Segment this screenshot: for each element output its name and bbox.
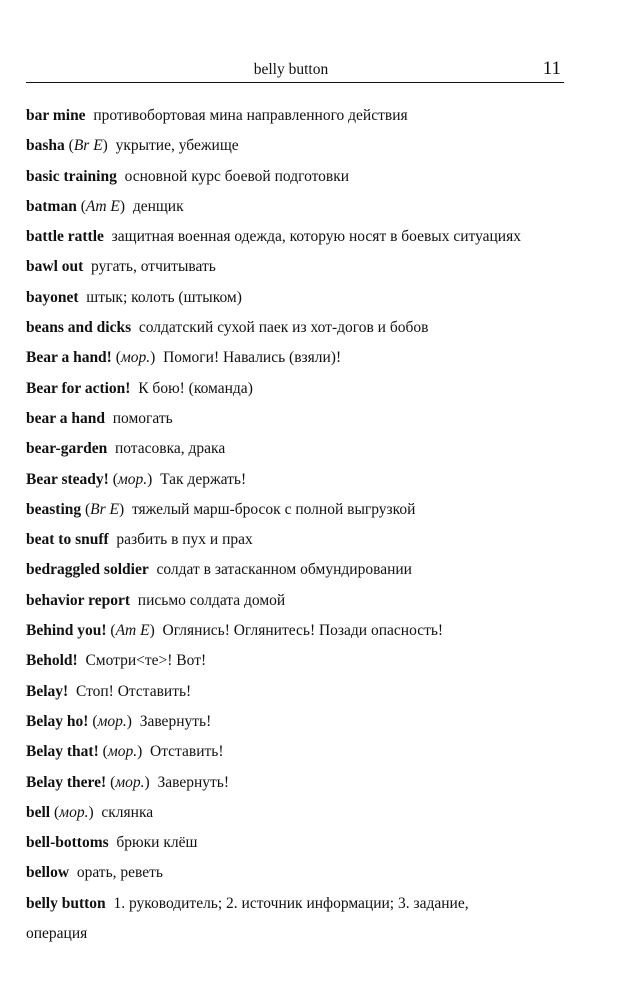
entry-term: bell <box>26 803 51 821</box>
entry-usage-note: мор. <box>97 712 127 730</box>
entry-usage-note: Br E <box>73 137 103 155</box>
dictionary-entry <box>26 313 586 343</box>
entry-term: behavior report <box>26 591 131 609</box>
entry-usage-note: мор. <box>117 470 148 488</box>
dictionary-entry <box>26 677 586 707</box>
entry-term: bawl out <box>26 258 84 276</box>
entry-definition: основной курс боевой подготовки <box>124 167 350 185</box>
dictionary-entry <box>26 404 586 434</box>
entry-term: bear-garden <box>26 440 108 458</box>
dictionary-entry <box>26 101 586 131</box>
entry-definition: письмо солдата домой <box>137 591 286 609</box>
entry-usage-note: мор. <box>107 743 138 761</box>
entry-term: beasting <box>26 500 82 518</box>
entry-definition: тяжелый марш-бросок с полной выгрузкой <box>131 500 416 518</box>
dictionary-entry <box>26 162 586 192</box>
entry-term: bellow <box>26 864 70 882</box>
entry-definition: склянка <box>101 803 154 821</box>
running-header <box>0 60 627 84</box>
entry-term: Behold! <box>26 652 78 670</box>
entry-term: Belay there! <box>26 773 107 791</box>
entry-definition: разбить в пух и прах <box>116 531 253 549</box>
entry-usage-note: Am E <box>115 622 150 640</box>
entry-definition: Отставить! <box>150 743 224 761</box>
entry-term: Bear a hand! <box>26 349 112 367</box>
entry-term: beat to snuff <box>26 531 109 549</box>
entry-definition: противобортовая мина направленного действия <box>93 107 408 124</box>
dictionary-entry <box>26 374 586 404</box>
entry-definition: защитная военная одежда, которую носят в боевых ситуациях <box>111 228 521 246</box>
dictionary-entry <box>26 646 586 676</box>
entry-term: basic training <box>26 167 117 185</box>
entry-usage-note: мор. <box>59 803 89 821</box>
dictionary-entry <box>26 555 586 585</box>
dictionary-entry <box>26 828 586 858</box>
entry-usage-note: Br E <box>90 500 120 518</box>
entry-usage-note: мор. <box>115 773 145 791</box>
entry-definition: Завернуть! <box>139 712 212 730</box>
dictionary-entry: Bear a hand! (мор.) Помоги! Навались (взяли)! <box>26 349 342 367</box>
running-title: belly button <box>253 61 329 78</box>
entry-definition: 1. руководитель; 2. источник информации; 3. задание, операция <box>26 894 469 943</box>
entry-term: bar mine <box>26 107 86 124</box>
entry-term: bell-bottoms <box>26 834 109 852</box>
dictionary-entry: Behind you! (Am E) Оглянись! Оглянитесь! Позади опасность! <box>26 622 444 640</box>
dictionary-entry <box>26 434 586 464</box>
entry-term: batman <box>26 197 77 215</box>
dictionary-entry: bell (мор.) склянка <box>26 803 154 821</box>
dictionary-entry <box>26 889 526 950</box>
entry-usage-note: Am E <box>85 197 120 215</box>
entry-term: Belay! <box>26 682 69 700</box>
entry-term: Belay ho! <box>26 712 89 730</box>
page-number: 11 <box>542 58 561 79</box>
entry-definition: К бою! (команда) <box>138 379 253 397</box>
entry-definition: укрытие, убежище <box>115 137 239 155</box>
entry-term: belly button <box>26 894 106 912</box>
entry-definition: Стоп! Отставить! <box>75 682 192 700</box>
entry-term: Bear for action! <box>26 379 131 397</box>
entry-definition: Так держать! <box>160 470 247 488</box>
dictionary-entry <box>26 586 586 616</box>
entry-definition: штык; колоть (штыком) <box>86 288 242 306</box>
dictionary-entry: Bear steady! (мор.) Так держать! <box>26 470 247 488</box>
dictionary-entry <box>26 525 586 555</box>
dictionary-entry <box>26 283 586 313</box>
entry-term: bear a hand <box>26 409 105 427</box>
dictionary-entry <box>26 858 586 888</box>
entry-definition: Смотри<те>! Вот! <box>85 652 207 670</box>
entry-definition: солдатский сухой паек из хот-догов и бобов <box>138 319 429 337</box>
entry-term: Bear steady! <box>26 470 109 488</box>
entry-term: basha <box>26 137 65 155</box>
dictionary-entry <box>26 252 586 282</box>
entry-definition: орать, реветь <box>76 864 163 882</box>
entry-term: beans and dicks <box>26 319 132 337</box>
entry-term: bayonet <box>26 288 79 306</box>
entry-definition: денщик <box>132 197 184 215</box>
dictionary-entry: batman (Am E) денщик <box>26 197 184 215</box>
dictionary-entry: basha (Br E) укрытие, убежище <box>26 137 239 155</box>
entry-definition: помогать <box>112 409 173 427</box>
entry-term: Belay that! <box>26 743 99 761</box>
dictionary-entry: Belay there! (мор.) Завернуть! <box>26 773 230 791</box>
entry-term: bedraggled soldier <box>26 561 149 579</box>
entry-definition: солдат в затасканном обмундировании <box>156 561 412 579</box>
dictionary-entry: Belay that! (мор.) Отставить! <box>26 743 224 761</box>
entry-list <box>26 101 586 949</box>
dictionary-entry: beasting (Br E) тяжелый марш-бросок с полной выгрузкой <box>26 500 416 518</box>
entry-term: Behind you! <box>26 622 107 640</box>
entry-definition: Оглянись! Оглянитесь! Позади опасность! <box>162 622 444 640</box>
dictionary-entry: Belay ho! (мор.) Завернуть! <box>26 712 212 730</box>
entry-term: battle rattle <box>26 228 104 246</box>
entry-definition: потасовка, драка <box>114 440 226 458</box>
entry-definition: брюки клёш <box>116 834 198 852</box>
dictionary-entry <box>26 222 586 252</box>
entry-definition: Помоги! Навались (взяли)! <box>163 349 342 367</box>
entry-definition: ругать, отчитывать <box>91 258 216 276</box>
entry-usage-note: мор. <box>120 349 151 367</box>
entry-definition: Завернуть! <box>157 773 230 791</box>
header-rule <box>26 82 564 83</box>
